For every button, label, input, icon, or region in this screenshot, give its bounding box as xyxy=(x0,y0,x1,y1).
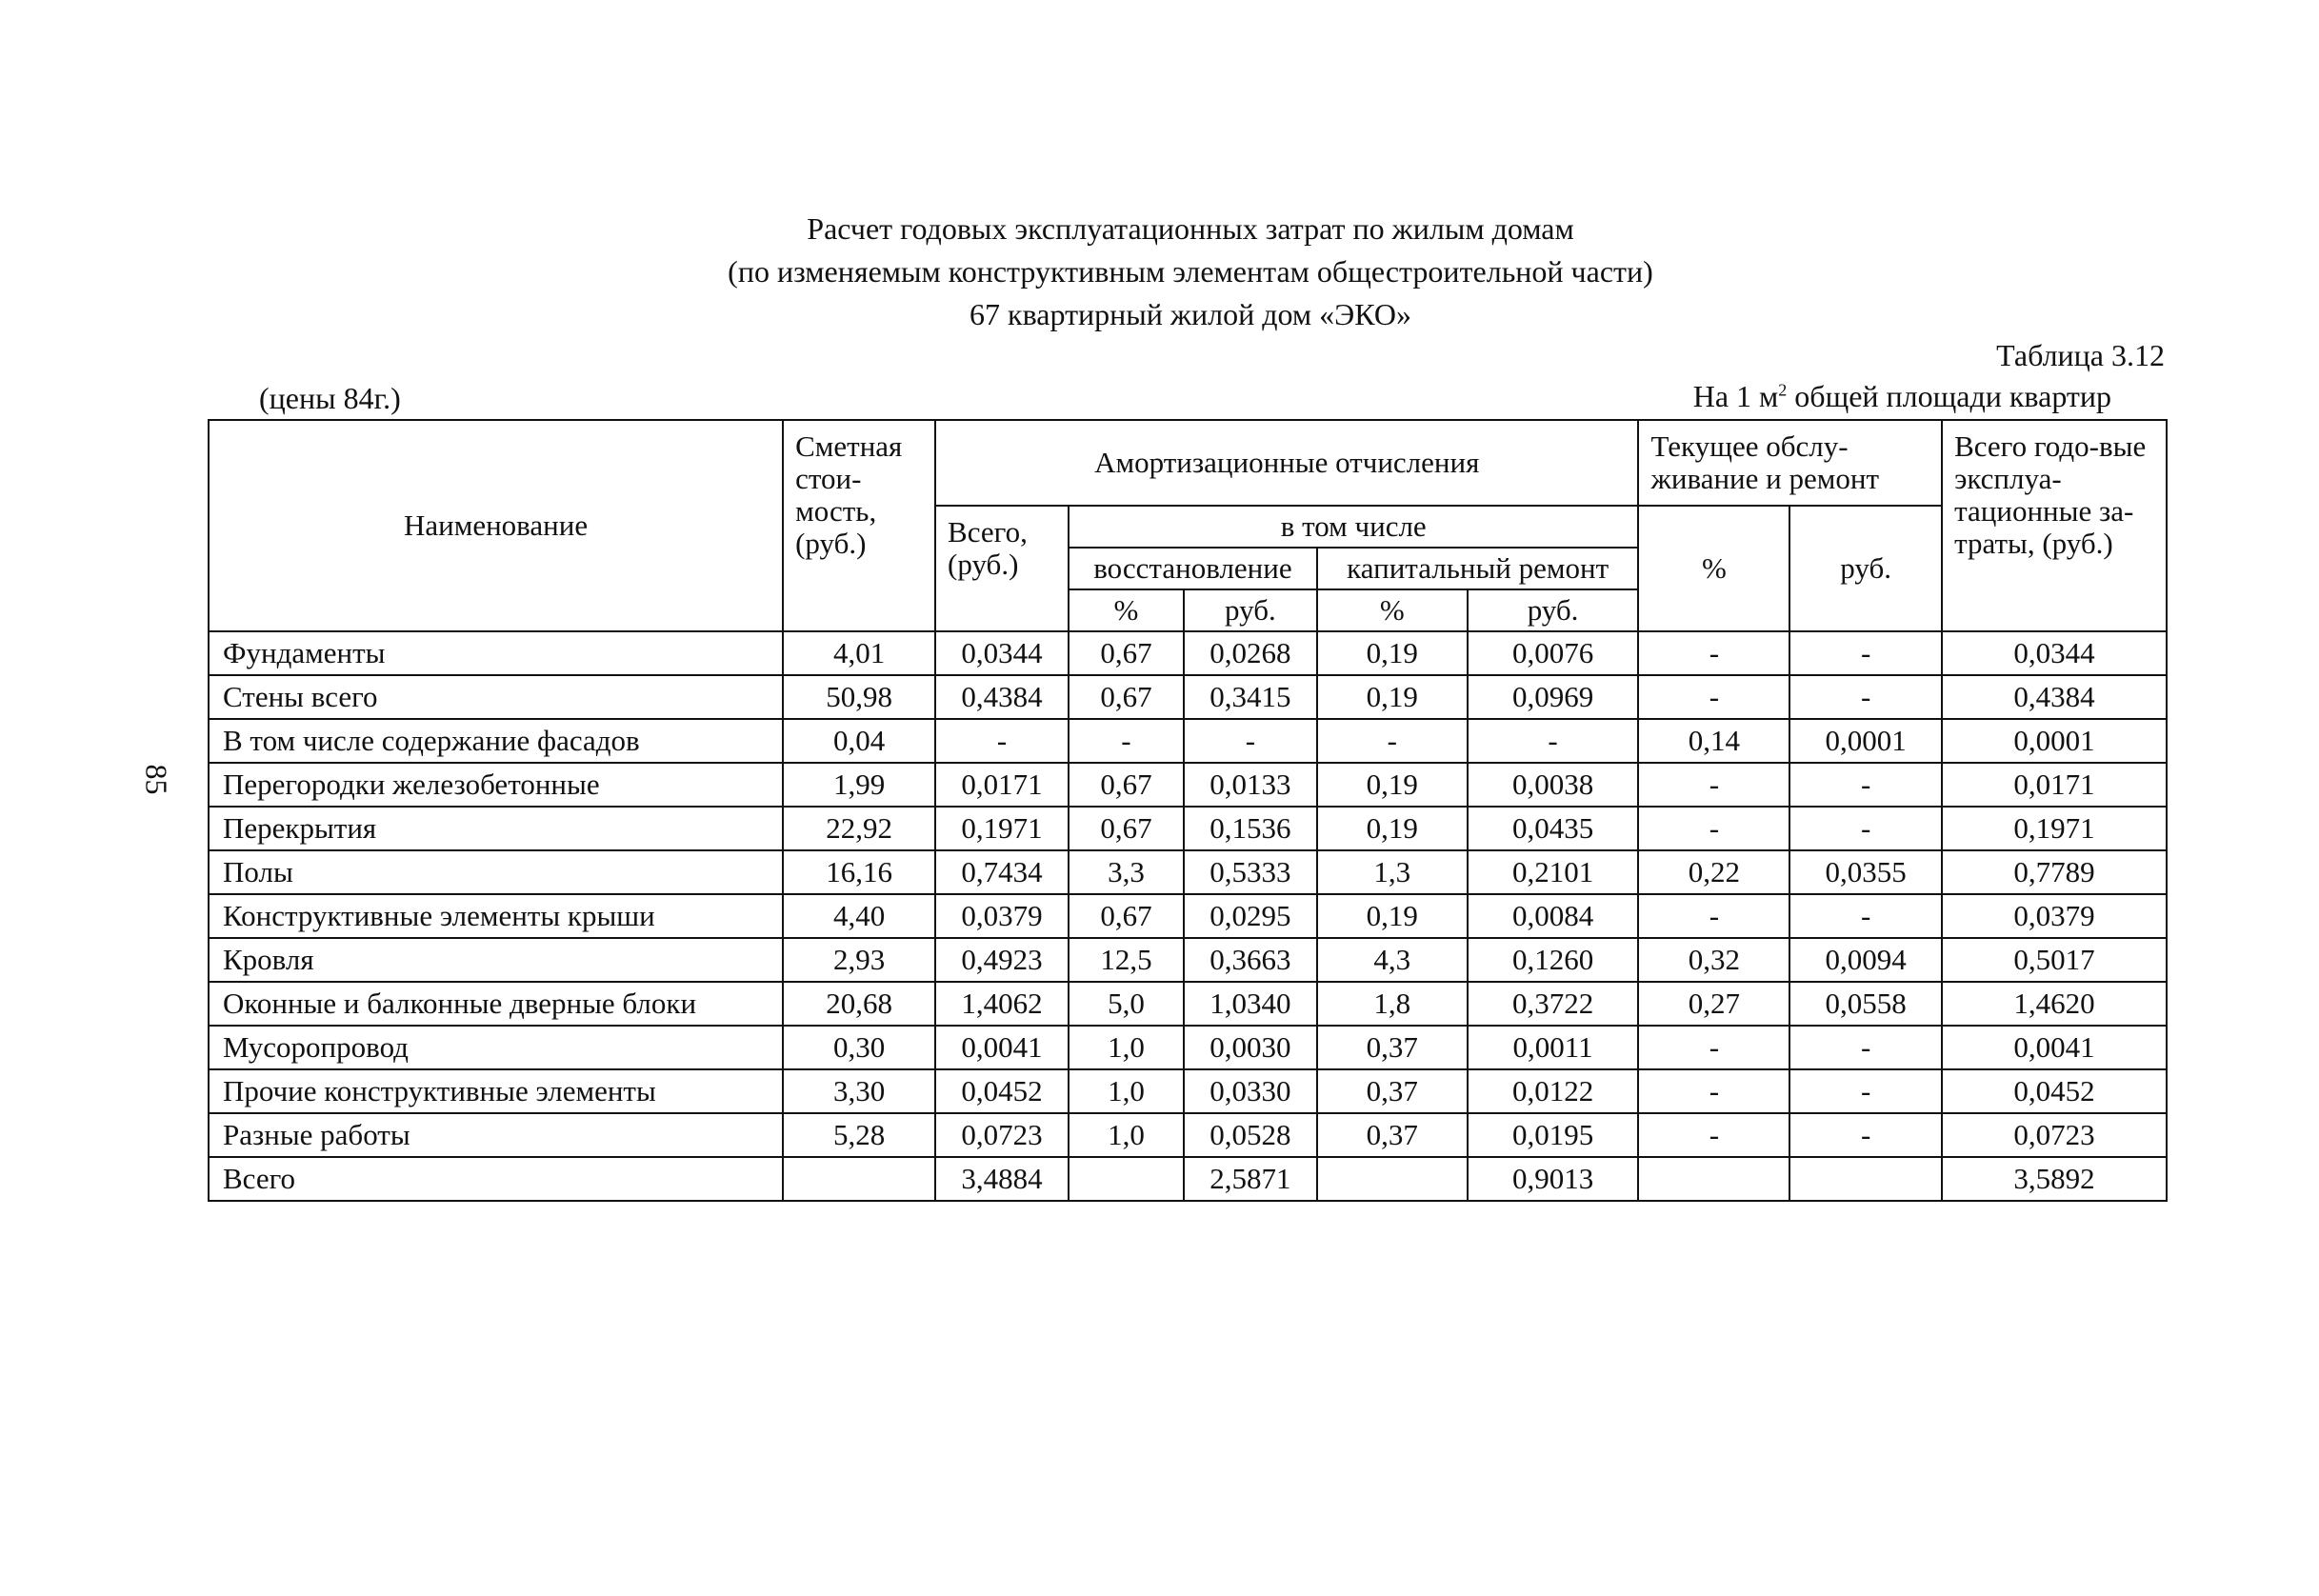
header-service-rub: руб. xyxy=(1789,506,1942,631)
cell-total-annual: 3,5892 xyxy=(1942,1157,2167,1201)
cell-amort-total: 0,0041 xyxy=(935,1026,1069,1069)
table-row xyxy=(209,1157,2167,1201)
cell-restoration-percent: 0,67 xyxy=(1069,807,1184,850)
cell-restoration-rub: 0,0133 xyxy=(1184,763,1317,807)
unit-note-pre: На 1 м xyxy=(1692,379,1779,413)
table-row xyxy=(209,894,2167,938)
doc-title-line-3: 67 квартирный жилой дом «ЭКО» xyxy=(970,297,1411,331)
cell-capital-rub: 0,0011 xyxy=(1468,1026,1639,1069)
cell-estimated-cost: 50,98 xyxy=(783,675,935,719)
table-body xyxy=(209,631,2167,1201)
cell-service-percent xyxy=(1638,1157,1789,1201)
cell-capital-percent: 1,8 xyxy=(1317,982,1468,1026)
unit-note-sup: 2 xyxy=(1778,380,1788,400)
cell-capital-rub: 0,9013 xyxy=(1468,1157,1639,1201)
cell-capital-percent xyxy=(1317,1157,1468,1201)
cell-restoration-rub: 2,5871 xyxy=(1184,1157,1317,1201)
cell-capital-percent: - xyxy=(1317,719,1468,763)
table-row xyxy=(209,850,2167,894)
header-capital-percent: % xyxy=(1317,589,1468,631)
cell-capital-percent: 0,19 xyxy=(1317,763,1468,807)
cell-amort-total: 0,4384 xyxy=(935,675,1069,719)
cell-total-annual: 0,0001 xyxy=(1942,719,2167,763)
cell-capital-percent: 0,19 xyxy=(1317,675,1468,719)
cell-restoration-percent: 1,0 xyxy=(1069,1026,1184,1069)
cell-restoration-rub: 0,0330 xyxy=(1184,1069,1317,1113)
cell-name: Прочие конструктивные элементы xyxy=(209,1069,783,1113)
cell-estimated-cost: 1,99 xyxy=(783,763,935,807)
prices-note: (цены 84г.) xyxy=(259,381,401,415)
cell-restoration-percent: 3,3 xyxy=(1069,850,1184,894)
page-number: 85 xyxy=(139,764,174,795)
cell-service-percent: 0,32 xyxy=(1638,938,1789,982)
cell-service-rub: - xyxy=(1789,1026,1942,1069)
cell-total-annual: 0,1971 xyxy=(1942,807,2167,850)
doc-title-line-2: (по изменяемым конструктивным элементам общестроительной части) xyxy=(728,254,1653,289)
header-current-service: Текущее обслу-живание и ремонт xyxy=(1638,420,1942,506)
header-restoration-rub: руб. xyxy=(1184,589,1317,631)
cell-amort-total: 0,7434 xyxy=(935,850,1069,894)
table-row xyxy=(209,763,2167,807)
cell-name: Перекрытия xyxy=(209,807,783,850)
cell-capital-percent: 0,19 xyxy=(1317,894,1468,938)
cell-total-annual: 0,0041 xyxy=(1942,1026,2167,1069)
cell-amort-total: 0,0379 xyxy=(935,894,1069,938)
cell-service-percent: 0,22 xyxy=(1638,850,1789,894)
unit-note-post: общей площади квартир xyxy=(1787,379,2111,413)
cell-service-rub: - xyxy=(1789,807,1942,850)
cell-amort-total: 0,0452 xyxy=(935,1069,1069,1113)
cell-capital-percent: 1,3 xyxy=(1317,850,1468,894)
header-restoration-percent: % xyxy=(1069,589,1184,631)
cell-capital-rub: 0,2101 xyxy=(1468,850,1639,894)
cell-capital-percent: 4,3 xyxy=(1317,938,1468,982)
cell-capital-percent: 0,37 xyxy=(1317,1069,1468,1113)
cell-restoration-rub: - xyxy=(1184,719,1317,763)
cell-amort-total: 1,4062 xyxy=(935,982,1069,1026)
cell-capital-percent: 0,19 xyxy=(1317,807,1468,850)
table-row xyxy=(209,1069,2167,1113)
cell-name: Стены всего xyxy=(209,675,783,719)
cell-capital-rub: 0,0084 xyxy=(1468,894,1639,938)
cell-service-percent: 0,27 xyxy=(1638,982,1789,1026)
cell-total-annual: 1,4620 xyxy=(1942,982,2167,1026)
cell-service-percent: - xyxy=(1638,1069,1789,1113)
cell-estimated-cost: 16,16 xyxy=(783,850,935,894)
header-total-annual: Всего годо-вые эксплуа-тационные за-траты, (руб.) xyxy=(1942,420,2167,631)
table-row xyxy=(209,1113,2167,1157)
cell-restoration-percent: 0,67 xyxy=(1069,894,1184,938)
cell-restoration-percent: 0,67 xyxy=(1069,763,1184,807)
cell-amort-total: 0,0723 xyxy=(935,1113,1069,1157)
cell-service-percent: - xyxy=(1638,763,1789,807)
cell-capital-percent: 0,37 xyxy=(1317,1026,1468,1069)
cell-restoration-rub: 0,0030 xyxy=(1184,1026,1317,1069)
cell-service-percent: - xyxy=(1638,1113,1789,1157)
cell-restoration-rub: 0,3415 xyxy=(1184,675,1317,719)
header-service-percent: % xyxy=(1638,506,1789,631)
cell-service-percent: - xyxy=(1638,631,1789,675)
cell-service-rub: - xyxy=(1789,894,1942,938)
cell-total-annual: 0,7789 xyxy=(1942,850,2167,894)
cell-amort-total: 0,1971 xyxy=(935,807,1069,850)
cell-service-rub: 0,0094 xyxy=(1789,938,1942,982)
table-row xyxy=(209,719,2167,763)
cell-restoration-percent: - xyxy=(1069,719,1184,763)
header-amortization-total: Всего, (руб.) xyxy=(935,506,1069,631)
table-row xyxy=(209,807,2167,850)
header-restoration: восстановление xyxy=(1069,548,1317,589)
cell-capital-rub: 0,0435 xyxy=(1468,807,1639,850)
table-row xyxy=(209,938,2167,982)
table-row xyxy=(209,631,2167,675)
cell-amort-total: 0,0171 xyxy=(935,763,1069,807)
cell-amort-total: - xyxy=(935,719,1069,763)
cell-service-rub: - xyxy=(1789,675,1942,719)
cell-name: Мусоропровод xyxy=(209,1026,783,1069)
header-capital-rub: руб. xyxy=(1468,589,1639,631)
cell-estimated-cost: 4,40 xyxy=(783,894,935,938)
cell-service-percent: 0,14 xyxy=(1638,719,1789,763)
cell-capital-rub: 0,0076 xyxy=(1468,631,1639,675)
cell-total-annual: 0,0379 xyxy=(1942,894,2167,938)
cell-capital-rub: 0,0038 xyxy=(1468,763,1639,807)
cell-capital-percent: 0,19 xyxy=(1317,631,1468,675)
cell-restoration-rub: 0,0268 xyxy=(1184,631,1317,675)
cell-restoration-rub: 0,3663 xyxy=(1184,938,1317,982)
cell-capital-rub: 0,3722 xyxy=(1468,982,1639,1026)
cell-restoration-rub: 0,0528 xyxy=(1184,1113,1317,1157)
cell-restoration-percent: 5,0 xyxy=(1069,982,1184,1026)
cell-total-annual: 0,0344 xyxy=(1942,631,2167,675)
cell-service-rub: 0,0355 xyxy=(1789,850,1942,894)
table-number: Таблица 3.12 xyxy=(1996,338,2165,372)
cell-total-annual: 0,4384 xyxy=(1942,675,2167,719)
cell-name: В том числе содержание фасадов xyxy=(209,719,783,763)
cell-restoration-rub: 0,1536 xyxy=(1184,807,1317,850)
cell-restoration-rub: 0,5333 xyxy=(1184,850,1317,894)
cell-name: Перегородки железобетонные xyxy=(209,763,783,807)
cell-service-rub: - xyxy=(1789,763,1942,807)
cell-restoration-percent: 0,67 xyxy=(1069,675,1184,719)
cell-capital-rub: 0,0122 xyxy=(1468,1069,1639,1113)
cell-estimated-cost: 4,01 xyxy=(783,631,935,675)
cell-total-annual: 0,0452 xyxy=(1942,1069,2167,1113)
cell-estimated-cost xyxy=(783,1157,935,1201)
unit-note xyxy=(1693,379,2111,414)
cell-name: Конструктивные элементы крыши xyxy=(209,894,783,938)
cell-estimated-cost: 3,30 xyxy=(783,1069,935,1113)
cell-restoration-percent: 12,5 xyxy=(1069,938,1184,982)
cell-total-annual: 0,0171 xyxy=(1942,763,2167,807)
cell-restoration-percent: 1,0 xyxy=(1069,1113,1184,1157)
doc-title-line-1: Расчет годовых эксплуатационных затрат по жилым домам xyxy=(807,211,1574,246)
cell-service-percent: - xyxy=(1638,1026,1789,1069)
cell-total-annual: 0,0723 xyxy=(1942,1113,2167,1157)
cell-restoration-rub: 1,0340 xyxy=(1184,982,1317,1026)
cell-service-percent: - xyxy=(1638,807,1789,850)
cell-estimated-cost: 2,93 xyxy=(783,938,935,982)
cell-service-rub: - xyxy=(1789,631,1942,675)
cell-capital-rub: - xyxy=(1468,719,1639,763)
header-estimated-cost: Сметная стои-мость, (руб.) xyxy=(783,420,935,631)
cell-capital-rub: 0,0195 xyxy=(1468,1113,1639,1157)
cell-total-annual: 0,5017 xyxy=(1942,938,2167,982)
cell-service-rub: - xyxy=(1789,1113,1942,1157)
cell-name: Кровля xyxy=(209,938,783,982)
cell-name: Разные работы xyxy=(209,1113,783,1157)
cell-estimated-cost: 20,68 xyxy=(783,982,935,1026)
cell-estimated-cost: 5,28 xyxy=(783,1113,935,1157)
cell-capital-rub: 0,1260 xyxy=(1468,938,1639,982)
cell-restoration-percent xyxy=(1069,1157,1184,1201)
cell-restoration-rub: 0,0295 xyxy=(1184,894,1317,938)
cell-restoration-percent: 1,0 xyxy=(1069,1069,1184,1113)
cell-service-rub: 0,0558 xyxy=(1789,982,1942,1026)
cell-capital-percent: 0,37 xyxy=(1317,1113,1468,1157)
cell-amort-total: 3,4884 xyxy=(935,1157,1069,1201)
cell-service-rub xyxy=(1789,1157,1942,1201)
cell-service-percent: - xyxy=(1638,675,1789,719)
cell-name: Фундаменты xyxy=(209,631,783,675)
cell-name: Полы xyxy=(209,850,783,894)
cell-service-rub: - xyxy=(1789,1069,1942,1113)
header-name: Наименование xyxy=(209,420,783,631)
cell-service-rub: 0,0001 xyxy=(1789,719,1942,763)
header-including: в том числе xyxy=(1069,506,1639,548)
cell-amort-total: 0,0344 xyxy=(935,631,1069,675)
cell-estimated-cost: 0,30 xyxy=(783,1026,935,1069)
cell-capital-rub: 0,0969 xyxy=(1468,675,1639,719)
table-row xyxy=(209,675,2167,719)
cell-amort-total: 0,4923 xyxy=(935,938,1069,982)
table-row xyxy=(209,1026,2167,1069)
cell-estimated-cost: 22,92 xyxy=(783,807,935,850)
cell-service-percent: - xyxy=(1638,894,1789,938)
cell-name: Всего xyxy=(209,1157,783,1201)
cell-name: Оконные и балконные дверные блоки xyxy=(209,982,783,1026)
header-amortization: Амортизационные отчисления xyxy=(935,420,1638,506)
cell-restoration-percent: 0,67 xyxy=(1069,631,1184,675)
cost-table xyxy=(208,419,2168,1202)
header-capital-repair: капитальный ремонт xyxy=(1317,548,1639,589)
table-row xyxy=(209,982,2167,1026)
cell-estimated-cost: 0,04 xyxy=(783,719,935,763)
